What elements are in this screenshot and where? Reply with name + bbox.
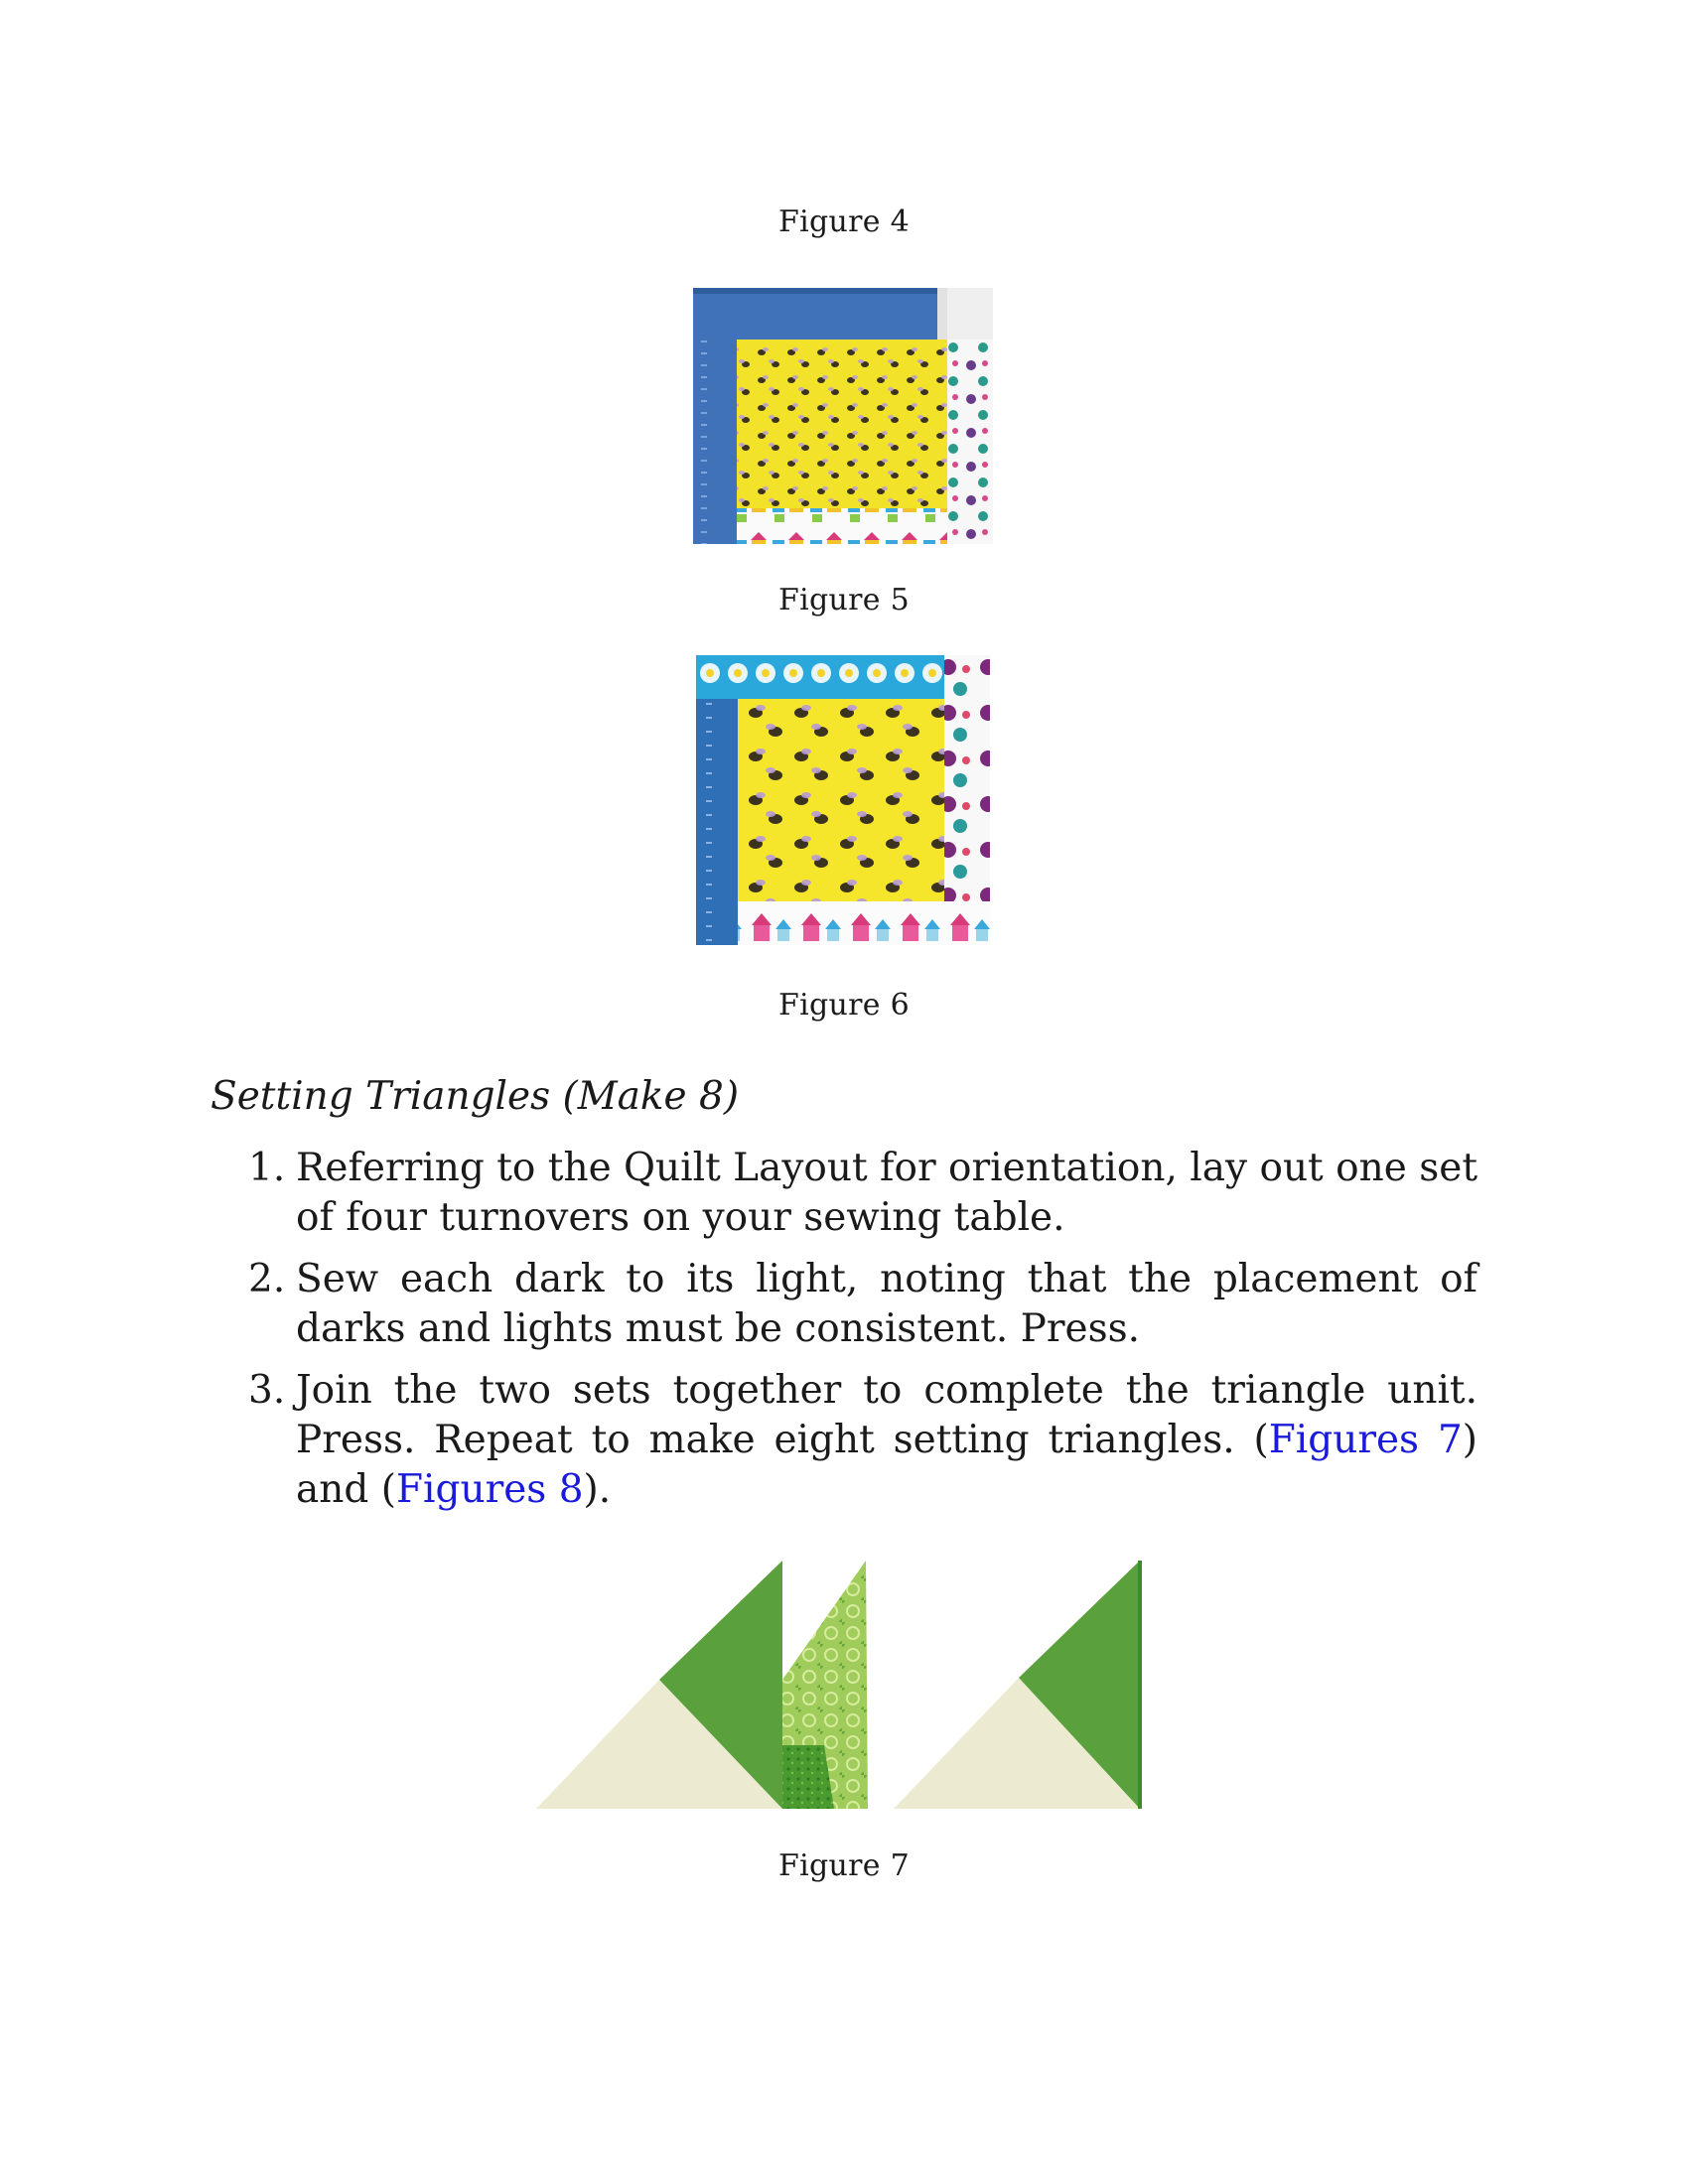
step-3-text-end: ).	[583, 1467, 612, 1512]
step-1-text: Referring to the Quilt Layout for orientation, lay out one set of four turnovers on your sewing table.	[296, 1146, 1477, 1240]
figures-7-link[interactable]: Figures 7	[1268, 1418, 1463, 1462]
figure-6-caption: Figure 6	[777, 988, 911, 1023]
step-1	[248, 1144, 1477, 1243]
step-2-text: Sew each dark to its light, noting that the placement of darks and lights must be consistent. Press.	[296, 1257, 1477, 1351]
figure-6-image	[696, 655, 990, 945]
figure-7-caption: Figure 7	[777, 1848, 911, 1883]
figures-8-link[interactable]: Figures 8	[395, 1467, 584, 1512]
section-heading: Setting Triangles (Make 8)	[211, 1074, 740, 1119]
step-3-number: 3.	[248, 1368, 286, 1413]
figure-5-caption: Figure 5	[777, 583, 911, 617]
figure-7-image	[536, 1557, 1144, 1811]
step-2	[248, 1255, 1477, 1354]
figure-4-caption: Figure 4	[777, 205, 911, 239]
step-2-number: 2.	[248, 1257, 286, 1301]
step-3	[248, 1366, 1477, 1515]
step-3-text-mid: ) and (	[296, 1418, 1477, 1512]
step-1-number: 1.	[248, 1146, 286, 1190]
figure-5-image	[693, 288, 993, 544]
step-3-text: Join the two sets together to complete the triangle unit. Press. Repeat to make eight setting triangles. (	[296, 1368, 1477, 1462]
